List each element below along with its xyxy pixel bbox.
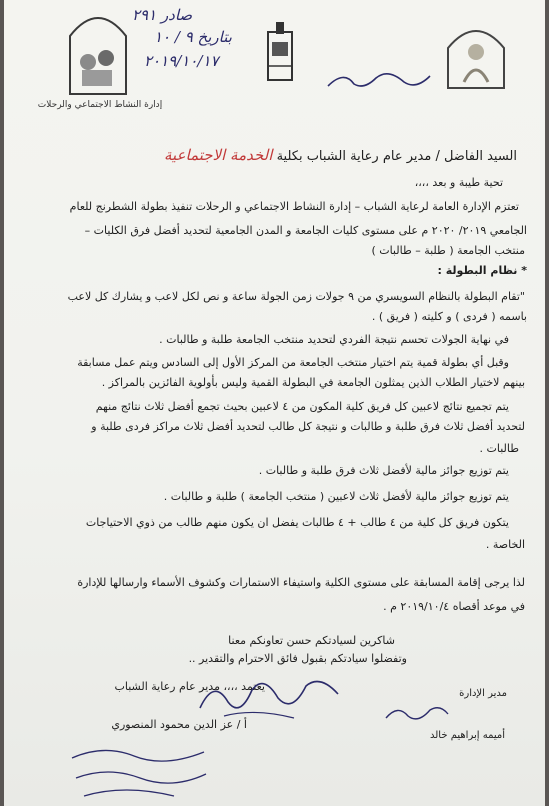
university-logo [260, 22, 300, 82]
intro-line: الجامعي ٢٠١٩/ ٢٠٢٠ م على مستوى كليات الجامعة و المدن الجامعية لتحديد أفضل فرق الكليات – [84, 224, 527, 237]
manager-name: أميمه إبراهيم خالد [430, 730, 505, 741]
letter-page [4, 0, 545, 806]
system-line: بينهم لاختيار الطلاب الذين يمثلون الجامعة في البطولة القمية وليس بأولوية الفائزين بالمراكز . [101, 376, 525, 389]
department-caption: إدارة النشاط الاجتماعي والرحلات [37, 100, 163, 110]
director-signature-top [324, 60, 434, 100]
approver-name: أ / عز الدين محمود المنصوري [111, 718, 247, 731]
outgoing-number: صادر ٢٩١ [132, 6, 193, 24]
regards-line: وتفضلوا سيادتكم بقبول فائق الاحترام والتقدير .. [188, 652, 407, 665]
intro-line: تعتزم الإدارة العامة لرعاية الشباب – إدارة النشاط الاجتماعي و الرحلات تنفيذ بطولة الشطرنج للعام [69, 200, 519, 213]
system-line: باسمه ( فردى ) و كليته ( فريق ) . [371, 310, 527, 323]
university-tower-icon [260, 22, 300, 82]
system-line: يتكون فريق كل كلية من ٤ طالب + ٤ طالبات يفضل ان يكون منهم طالب من ذوي الاحتياجات [85, 516, 509, 529]
department-logo-icon [64, 6, 132, 98]
youth-welfare-logo [444, 22, 508, 90]
closing-line: لذا يرجى إقامة المسابقة على مستوى الكلية واستيفاء الاستمارات وكشوف الأسماء وارسالها للإدارة [77, 576, 525, 589]
thanks-line: شاكرين لسيادتكم حسن تعاونكم معنا [228, 634, 395, 647]
intro-line: منتخب الجامعة ( طلبة – طالبات ) [371, 244, 525, 257]
youth-welfare-icon [444, 22, 508, 90]
system-line: يتم توزيع جوائز مالية لأفضل ثلاث فرق طلبة و طالبات . [258, 464, 509, 477]
outgoing-date: بتاريخ ٩ / ١٠ [154, 28, 232, 46]
receipt-signature [64, 738, 214, 802]
closing-line: في موعد أقصاه ٢٠١٩/١٠/٤ م . [383, 600, 525, 613]
system-line: "تقام البطولة بالنظام السويسري من ٩ جولات زمن الجولة ساعة و نص لكل لاعب و يشارك كل لاعب [67, 290, 525, 303]
manager-signature [382, 700, 452, 726]
system-line: لتحديد أفضل ثلاث فرق طلبة و طالبات و نتيجة كل طالب لتحديد أفضل ثلاث مراكز فردى طلبة و [91, 420, 525, 433]
salutation-prefix: السيد الفاضل / مدير عام رعاية الشباب بكلية [276, 149, 517, 164]
approver-role: يعتمد ،،،، مدير عام رعاية الشباب [114, 680, 265, 693]
system-line: طالبات . [479, 442, 519, 455]
system-line: يتم توزيع جوائز مالية لأفضل ثلاث لاعبين ( منتخب الجامعة ) طلبة و طالبات . [163, 490, 509, 503]
salutation [164, 146, 517, 164]
approver-signature [194, 668, 344, 728]
system-line: وقبل أي بطولة قمية يتم اختيار منتخب الجامعة من المركز الأول إلى السادس ويتم عمل مسابقة [77, 356, 509, 369]
system-heading: * نظام البطولة : [437, 264, 527, 277]
manager-role: مدير الإدارة [459, 688, 507, 699]
system-line: في نهاية الجولات تحسم نتيجة الفردي لتحديد منتخب الجامعة طلبة و طالبات . [159, 333, 509, 346]
system-line: يتم تجميع نتائج لاعبين كل فريق كلية المكون من ٤ لاعبين بحيث تجمع أفضل ثلاث نتائج منهم [95, 400, 509, 413]
college-name-handwritten: الخدمة الاجتماعية [164, 146, 273, 164]
greeting: تحية طيبة و بعد ،،،، [414, 176, 503, 189]
outgoing-date-numeric: ٢٠١٩/١٠/١٧ [144, 52, 219, 70]
system-line: الخاصة . [485, 538, 525, 551]
